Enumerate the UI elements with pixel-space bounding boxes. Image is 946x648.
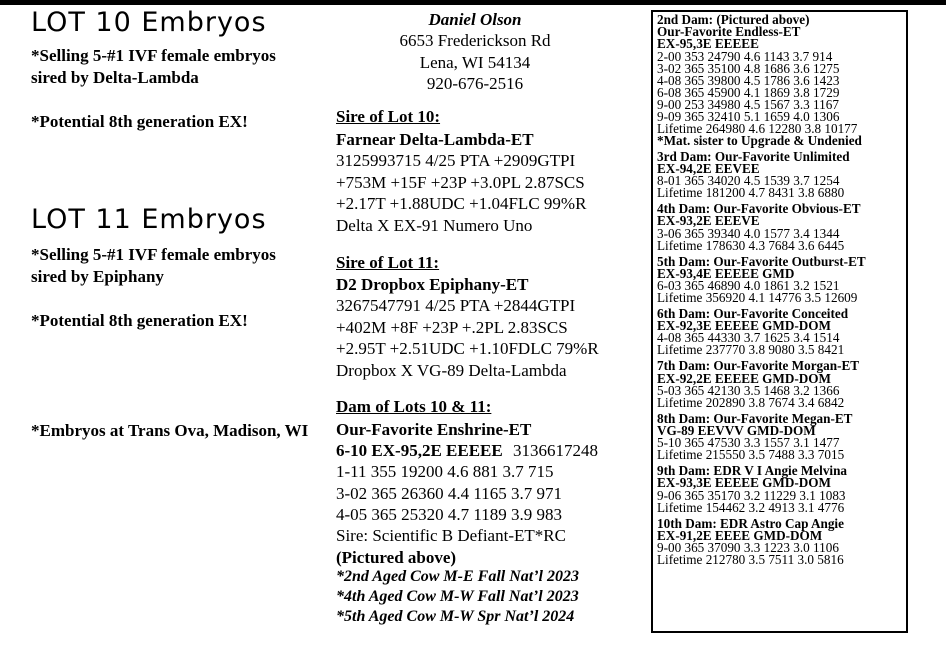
pedigree-record: Lifetime 154462 3.2 4913 3.1 4776 xyxy=(657,499,845,515)
lot10-selling-line2: sired by Delta-Lambda xyxy=(31,68,199,87)
pedigree-head: 6th Dam: Our-Favorite Conceited xyxy=(657,306,849,322)
pedigree-head: 9th Dam: EDR V I Angie Melvina xyxy=(657,463,848,479)
pedigree-dam-7 xyxy=(657,360,906,408)
pedigree-class: VG-89 EEVVV GMD-DOM xyxy=(657,423,816,439)
pedigree-head: 8th Dam: Our-Favorite Megan-ET xyxy=(657,410,853,426)
sire-lot11-header: Sire of Lot 11: xyxy=(336,253,440,272)
dam-reg-number: 3136617248 xyxy=(512,441,598,460)
pedigree-head: 5th Dam: Our-Favorite Outburst-ET xyxy=(657,253,866,269)
lot10-selling-line1: *Selling 5-#1 IVF female embryos xyxy=(31,46,276,65)
lot11-selling-line2: sired by Epiphany xyxy=(31,267,164,286)
pedigree-class: EX-93,4E EEEEE GMD xyxy=(657,265,795,281)
pedigree-record: Lifetime 202890 3.8 7674 3.4 6842 xyxy=(657,394,845,410)
sire-lot10-line3: +2.17T +1.88UDC +1.04FLC 99%R xyxy=(336,194,587,213)
pedigree-class: EX-91,2E EEEE GMD-DOM xyxy=(657,527,823,543)
dam-award: *4th Aged Cow M-W Fall Nat’l 2023 xyxy=(336,588,579,605)
pedigree-head: 3rd Dam: Our-Favorite Unlimited xyxy=(657,148,850,164)
pedigree-dam-5 xyxy=(657,253,906,306)
pedigree-head: 7th Dam: Our-Favorite Morgan-ET xyxy=(657,358,860,374)
pedigree-record: 9-09 365 32410 5.1 1659 4.0 1306 xyxy=(657,108,840,124)
pedigree-record: Lifetime 215550 3.5 7488 3.3 7015 xyxy=(657,447,845,463)
pedigree-dam-2 xyxy=(657,14,906,147)
dam-record: 4-05 365 25320 4.7 1189 3.9 983 xyxy=(336,505,563,524)
top-rule xyxy=(0,0,946,5)
pedigree-class: EX-93,2E EEEVE xyxy=(657,213,760,229)
pedigree-record: 2-00 353 24790 4.6 1143 3.7 914 xyxy=(657,48,833,64)
pedigree-record: 4-08 365 39800 4.5 1786 3.6 1423 xyxy=(657,72,840,88)
sire-lot11-line4: Dropbox X VG-89 Delta-Lambda xyxy=(336,361,567,380)
dam-record: 1-11 355 19200 4.6 881 3.7 715 xyxy=(336,462,554,481)
sire-lot11-line2: +402M +8F +23P +.2PL 2.83SCS xyxy=(336,318,568,337)
pedigree-record: 4-08 365 44330 3.7 1625 3.4 1514 xyxy=(657,330,840,346)
pedigree-dam-9 xyxy=(657,465,906,513)
contact-name: Daniel Olson xyxy=(428,10,522,29)
pedigree-head: 4th Dam: Our-Favorite Obvious-ET xyxy=(657,201,861,217)
sire-lot10-line2: +753M +15F +23P +3.0PL 2.87SCS xyxy=(336,173,585,192)
sire-lot10-line4: Delta X EX-91 Numero Uno xyxy=(336,216,533,235)
dam-record: 3-02 365 26360 4.4 1165 3.7 971 xyxy=(336,484,563,503)
pedigree-dam-10 xyxy=(657,515,906,568)
sire-lot10-name: Farnear Delta-Lambda-ET xyxy=(336,130,534,149)
pedigree-record: Lifetime 181200 4.7 8431 3.8 6880 xyxy=(657,185,845,201)
lot10-title: LOT 10 Embryos xyxy=(31,7,267,38)
sire-lot10-line1: 3125993715 4/25 PTA +2909GTPI xyxy=(336,151,576,170)
pedigree-record: 5-10 365 47530 3.3 1557 3.1 1477 xyxy=(657,435,840,451)
sire-lot11-name: D2 Dropbox Epiphany-ET xyxy=(336,275,529,294)
pedigree-head: 2nd Dam: (Pictured above) xyxy=(657,12,810,27)
pedigree-head: 10th Dam: EDR Astro Cap Angie xyxy=(657,515,844,531)
pedigree-record: 8-01 365 34020 4.5 1539 3.7 1254 xyxy=(657,173,840,189)
sire-lot10-header: Sire of Lot 10: xyxy=(336,107,441,126)
pedigree-dam-8 xyxy=(657,410,906,463)
pedigree-dam-3 xyxy=(657,148,906,201)
dam-award: *2nd Aged Cow M-E Fall Nat’l 2023 xyxy=(336,568,579,585)
pedigree-record: Lifetime 264980 4.6 12280 3.8 10177 xyxy=(657,120,858,136)
contact-city: Lena, WI 54134 xyxy=(419,53,531,72)
pedigree-box xyxy=(651,10,908,633)
dam-pictured: (Pictured above) xyxy=(336,548,457,567)
pedigree-dam-4 xyxy=(657,203,906,251)
sire-lot11-line3: +2.95T +2.51UDC +1.10FDLC 79%R xyxy=(336,339,599,358)
pedigree-record: 9-06 365 35170 3.2 11229 3.1 1083 xyxy=(657,487,846,503)
contact-street: 6653 Frederickson Rd xyxy=(399,31,551,50)
pedigree-class: EX-94,2E EEVEE xyxy=(657,161,760,177)
pedigree-record: Lifetime 212780 3.5 7511 3.0 5816 xyxy=(657,552,844,568)
dam-header: Dam of Lots 10 & 11: xyxy=(336,397,492,416)
pedigree-name: Our-Favorite Endless-ET xyxy=(657,24,801,40)
dam-class-row xyxy=(336,440,598,462)
pedigree-record: 6-03 365 46890 4.0 1861 3.2 1521 xyxy=(657,278,840,294)
pedigree-note: *Mat. sister to Upgrade & Undenied xyxy=(657,132,862,148)
pedigree-record: 6-08 365 45900 4.1 1869 3.8 1729 xyxy=(657,84,840,100)
dam-name: Our-Favorite Enshrine-ET xyxy=(336,420,532,439)
pedigree-record: Lifetime 356920 4.1 14776 3.5 12609 xyxy=(657,290,858,306)
pedigree-class: EX-92,2E EEEEE GMD-DOM xyxy=(657,370,832,386)
pedigree-record: 9-00 253 34980 4.5 1567 3.3 1167 xyxy=(657,96,839,112)
pedigree-class: EX-92,3E EEEEE GMD-DOM xyxy=(657,318,832,334)
lot10-potential: *Potential 8th generation EX! xyxy=(31,112,248,131)
pedigree-record: 3-02 365 35100 4.8 1686 3.6 1275 xyxy=(657,60,840,76)
pedigree-record: Lifetime 237770 3.8 9080 3.5 8421 xyxy=(657,342,845,358)
sire-lot11-line1: 3267547791 4/25 PTA +2844GTPI xyxy=(336,296,576,315)
pedigree-dam-6 xyxy=(657,308,906,356)
pedigree-class: EX-95,3E EEEEE xyxy=(657,36,759,52)
lot11-potential: *Potential 8th generation EX! xyxy=(31,311,248,330)
lot11-title: LOT 11 Embryos xyxy=(31,204,267,235)
pedigree-class: EX-93,3E EEEEE GMD-DOM xyxy=(657,475,832,491)
pedigree-record: Lifetime 178630 4.3 7684 3.6 6445 xyxy=(657,237,845,253)
contact-phone: 920-676-2516 xyxy=(426,74,524,93)
dam-class-line: 6-10 EX-95,2E EEEEE xyxy=(336,441,503,460)
embryo-location: *Embryos at Trans Ova, Madison, WI xyxy=(31,421,309,440)
pedigree-record: 3-06 365 39340 4.0 1577 3.4 1344 xyxy=(657,225,840,241)
pedigree-record: 5-03 365 42130 3.5 1468 3.2 1366 xyxy=(657,382,840,398)
pedigree-record: 9-00 365 37090 3.3 1223 3.0 1106 xyxy=(657,540,839,556)
dam-award: *5th Aged Cow M-W Spr Nat’l 2024 xyxy=(336,608,575,625)
dam-sire: Sire: Scientific B Defiant-ET*RC xyxy=(336,526,566,545)
lot11-selling-line1: *Selling 5-#1 IVF female embryos xyxy=(31,245,276,264)
